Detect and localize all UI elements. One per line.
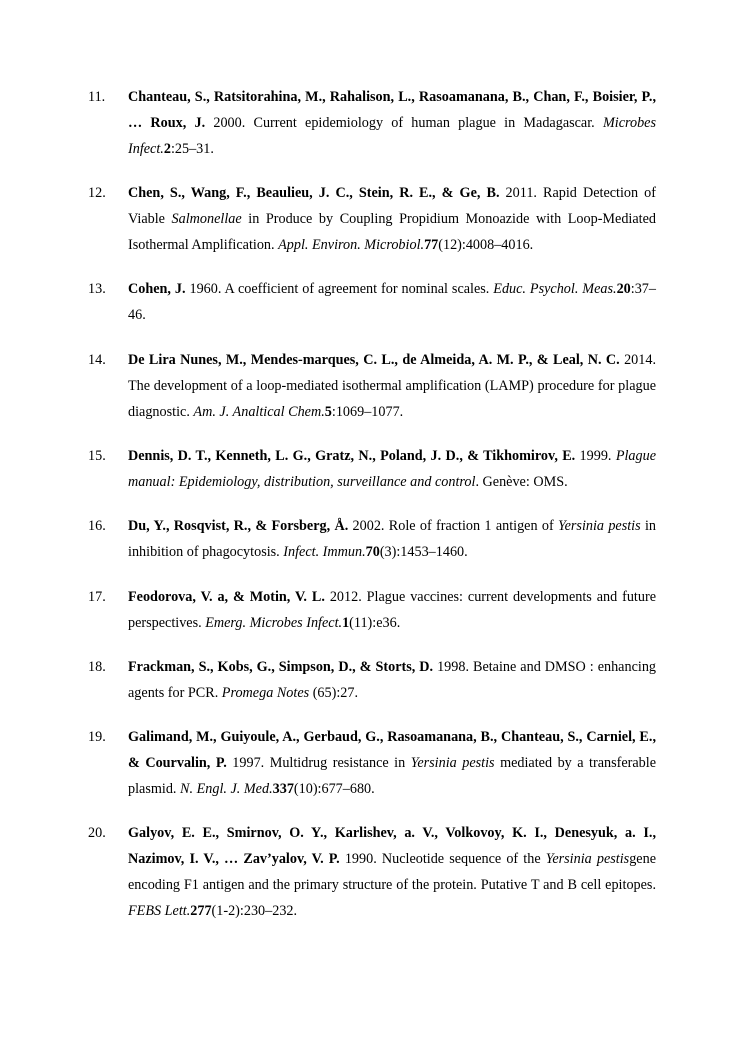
reference-journal: Microbes Infect. bbox=[128, 114, 656, 157]
reference-body: in inhibition of phagocytosis. bbox=[128, 518, 656, 561]
reference-pages: (65):27. bbox=[309, 684, 359, 701]
reference-volume: 77 bbox=[424, 237, 439, 254]
reference-text bbox=[128, 181, 656, 259]
reference-authors: Chen, S., Wang, F., Beaulieu, J. C., Stein, R. E., & Ge, B. bbox=[128, 185, 500, 202]
reference-text bbox=[128, 725, 656, 803]
reference-authors: Cohen, J. bbox=[128, 281, 186, 298]
reference-number: 14. bbox=[88, 351, 106, 368]
reference-item bbox=[88, 348, 656, 426]
reference-text bbox=[128, 85, 656, 163]
reference-item bbox=[88, 181, 656, 259]
reference-body: 1998. Betaine and DMSO : enhancing agents for PCR. bbox=[128, 658, 657, 701]
reference-number: 11. bbox=[88, 89, 106, 105]
reference-number: 18. bbox=[88, 658, 106, 675]
reference-journal: FEBS Lett. bbox=[128, 903, 191, 920]
reference-item bbox=[88, 85, 656, 163]
reference-body: in Produce by Coupling Propidium Monoazide with Loop-Mediated Isothermal Amplification. bbox=[128, 211, 657, 254]
reference-authors: Galimand, M., Guiyoule, A., Gerbaud, G., Rasoamanana, B., Chanteau, S., Carniel, E., & Courvalin, P. bbox=[128, 729, 656, 772]
reference-pages: :37–46. bbox=[128, 281, 656, 324]
reference-item bbox=[88, 725, 656, 803]
reference-journal: Am. J. Analtical Chem. bbox=[193, 403, 325, 420]
reference-journal: Infect. Immun. bbox=[283, 544, 366, 561]
reference-volume: 2 bbox=[163, 140, 171, 157]
reference-body: 1960. A coefficient of agreement for nominal scales. bbox=[185, 281, 494, 298]
reference-body: 2012. Plague vaccines: current developments and future perspectives. bbox=[128, 588, 656, 631]
reference-authors: De Lira Nunes, M., Mendes-marques, C. L., de Almeida, A. M. P., & Leal, N. C. bbox=[128, 351, 620, 368]
reference-journal: Appl. Environ. Microbiol. bbox=[278, 237, 425, 254]
reference-pages: (10):677–680. bbox=[293, 781, 375, 798]
reference-body: mediated by a transferable plasmid. bbox=[128, 755, 657, 798]
reference-body: 1990. Nucleotide sequence of the bbox=[339, 851, 546, 868]
reference-body: gene encoding F1 antigen and the primary structure of the protein. Putative T and B cell epitopes. bbox=[128, 851, 656, 894]
reference-text bbox=[128, 348, 656, 426]
reference-species: Salmonellae bbox=[171, 211, 242, 228]
reference-journal: Educ. Psychol. Meas. bbox=[493, 281, 617, 298]
reference-number: 16. bbox=[88, 518, 106, 535]
reference-text bbox=[128, 655, 656, 707]
reference-body: 2014. The development of a loop-mediated isothermal amplification (LAMP) procedure for plague diagnostic. bbox=[128, 351, 656, 420]
reference-number: 19. bbox=[88, 729, 106, 746]
reference-item bbox=[88, 821, 656, 925]
reference-text bbox=[128, 821, 656, 925]
reference-item bbox=[88, 585, 656, 637]
reference-volume: 20 bbox=[616, 281, 631, 298]
reference-pages: :25–31. bbox=[170, 140, 214, 157]
reference-species: Yersinia pestis bbox=[545, 851, 630, 868]
reference-volume: 1 bbox=[342, 614, 350, 631]
reference-authors: Du, Y., Rosqvist, R., & Forsberg, Å. bbox=[128, 518, 349, 535]
reference-number: 20. bbox=[88, 825, 106, 842]
reference-body: 1999. bbox=[575, 447, 616, 464]
reference-book-title: Plague manual: Epidemiology, distribution, surveillance and control bbox=[128, 447, 656, 490]
reference-journal: N. Engl. J. Med. bbox=[180, 781, 273, 798]
reference-pages: (12):4008–4016. bbox=[438, 237, 534, 254]
reference-authors: Chanteau, S., Ratsitorahina, M., Rahalison, L., Rasoamanana, B., Chan, F., Boisier, P., … Roux, J. bbox=[128, 89, 656, 131]
reference-number: 12. bbox=[88, 185, 106, 202]
reference-item bbox=[88, 514, 656, 566]
reference-text bbox=[128, 277, 656, 329]
reference-body: 2002. Role of fraction 1 antigen of bbox=[348, 518, 559, 535]
reference-pages: (1-2):230–232. bbox=[211, 903, 298, 920]
reference-authors: Dennis, D. T., Kenneth, L. G., Gratz, N., Poland, J. D., & Tikhomirov, E. bbox=[128, 447, 576, 464]
reference-volume: 337 bbox=[272, 781, 294, 798]
reference-number: 13. bbox=[88, 281, 106, 298]
reference-item bbox=[88, 444, 656, 496]
reference-text bbox=[128, 514, 656, 566]
reference-volume: 70 bbox=[365, 544, 380, 561]
reference-body: 2000. Current epidemiology of human plague in Madagascar. bbox=[205, 114, 603, 131]
reference-pages: :1069–1077. bbox=[331, 403, 404, 420]
reference-authors: Frackman, S., Kobs, G., Simpson, D., & Storts, D. bbox=[128, 658, 434, 675]
reference-item bbox=[88, 655, 656, 707]
reference-text bbox=[128, 585, 656, 637]
reference-body: 1997. Multidrug resistance in bbox=[226, 755, 411, 772]
reference-number: 15. bbox=[88, 447, 106, 464]
reference-pages: (3):1453–1460. bbox=[379, 544, 468, 561]
reference-item bbox=[88, 277, 656, 329]
reference-authors: Feodorova, V. a, & Motin, V. L. bbox=[128, 588, 325, 605]
reference-species: Yersinia pestis bbox=[410, 755, 495, 772]
reference-text bbox=[128, 444, 656, 496]
reference-authors: Galyov, E. E., Smirnov, O. Y., Karlishev, a. V., Volkovoy, K. I., Denesyuk, a. I., Nazimov, I. V., … Zav’yalov, V. P. bbox=[128, 825, 656, 868]
reference-species: Yersinia pestis bbox=[558, 518, 641, 535]
reference-journal: Promega Notes bbox=[221, 684, 310, 701]
reference-volume: 5 bbox=[324, 403, 332, 420]
reference-list bbox=[88, 85, 656, 944]
reference-publisher: . Genève: OMS. bbox=[475, 473, 568, 490]
reference-pages: (11):e36. bbox=[349, 614, 401, 631]
reference-body: 2011. Rapid Detection of Viable bbox=[128, 185, 656, 228]
reference-volume: 277 bbox=[190, 903, 212, 920]
reference-number: 17. bbox=[88, 588, 106, 605]
reference-journal: Emerg. Microbes Infect. bbox=[205, 614, 343, 631]
